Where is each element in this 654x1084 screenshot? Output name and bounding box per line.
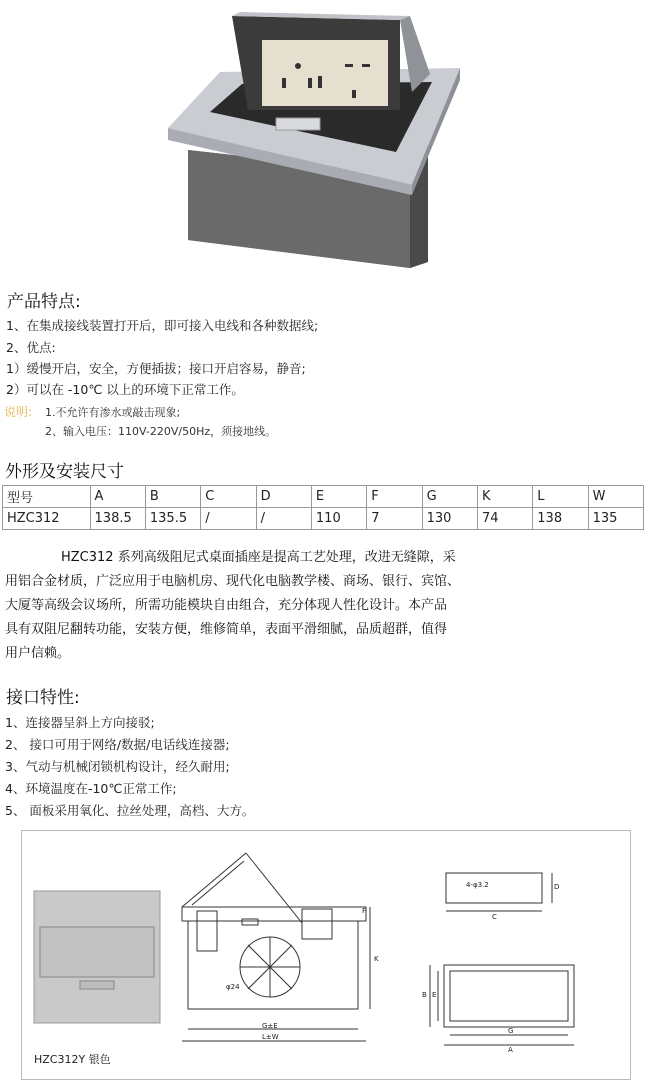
drawing-caption: HZC312Y 银色 (34, 1053, 111, 1066)
description-line-3: 大厦等高级会议场所，所需功能模块自由组合，充分体现人性化设计。本产品 (5, 598, 448, 613)
label-hole: 4-φ3.2 (466, 881, 489, 889)
interface-title: 接口特性: (6, 688, 80, 708)
label-k: K (374, 955, 379, 963)
table-cell: 130 (422, 508, 477, 530)
description-line-2: 用铝合金材质，广泛应用于电脑机房、现代化电脑教学楼、商场、银行、宾馆、 (5, 574, 461, 589)
label-lw: L±W (262, 1033, 279, 1041)
description-paragraph (5, 546, 645, 666)
header-cell: K (477, 486, 532, 508)
label-e: E (432, 991, 437, 999)
header-cell: C (201, 486, 256, 508)
header-cell: G (422, 486, 477, 508)
table-cell: / (256, 508, 311, 530)
panel-front-view (34, 891, 160, 1023)
interface-line-3: 3、气动与机械闭锁机构设计，经久耐用; (5, 759, 230, 774)
table-header-row (3, 486, 644, 508)
cutout-view (430, 965, 574, 1045)
feature-line-4: 2）可以在 -10℃ 以上的环境下正常工作。 (6, 382, 244, 397)
table-row (3, 508, 644, 530)
header-cell: 型号 (3, 486, 91, 508)
feature-line-1: 1、在集成接线装置打开后，即可接入电线和各种数据线; (6, 318, 319, 333)
header-cell: W (588, 486, 643, 508)
note-line-1: 1.不允许有渗水或敲击现象; (45, 406, 181, 419)
table-cell: 138 (533, 508, 588, 530)
table-cell: 110 (311, 508, 366, 530)
interface-line-2: 2、 接口可用于网络/数据/电话线连接器; (5, 737, 230, 752)
interface-line-4: 4、环境温度在-10℃正常工作; (5, 781, 177, 796)
interface-line-1: 1、连接器呈斜上方向接驳; (5, 715, 155, 730)
label-b: B (422, 991, 427, 999)
technical-drawing (21, 830, 631, 1080)
note-line-2: 2、输入电压：110V-220V/50Hz，须接地线。 (45, 425, 277, 438)
interface-line-5: 5、 面板采用氧化、拉丝处理，高档、大方。 (5, 803, 255, 818)
table-cell: 138.5 (90, 508, 145, 530)
side-view (446, 873, 552, 911)
table-cell: 74 (477, 508, 532, 530)
label-c: C (492, 913, 497, 921)
note-label: 说明: (4, 405, 33, 419)
header-cell: D (256, 486, 311, 508)
header-cell: L (533, 486, 588, 508)
section-view (182, 853, 370, 1041)
description-line-1: HZC312 系列高级阻尼式桌面插座是提高工艺处理，改进无缝隙，采 (61, 550, 456, 565)
table-cell: / (201, 508, 256, 530)
label-d: D (554, 883, 560, 891)
header-cell: E (311, 486, 366, 508)
table-cell: HZC312 (3, 508, 91, 530)
feature-line-3: 1）缓慢开启，安全，方便插拔；接口开启容易，静音; (6, 361, 306, 376)
header-cell: A (90, 486, 145, 508)
dimensions-table (2, 485, 644, 530)
description-line-4: 具有双阻尼翻转功能，安装方便，维修简单，表面平滑细腻，品质超群，值得 (5, 622, 448, 637)
table-cell: 135.5 (145, 508, 200, 530)
description-line-5: 用户信赖。 (5, 646, 71, 661)
header-cell: F (367, 486, 422, 508)
label-ge: G±E (262, 1022, 278, 1030)
feature-line-2: 2、优点: (6, 340, 56, 355)
table-cell: 135 (588, 508, 643, 530)
header-cell: B (145, 486, 200, 508)
dimensions-title: 外形及安装尺寸 (5, 462, 124, 482)
product-photo (160, 0, 460, 272)
features-title: 产品特点: (7, 292, 81, 312)
label-phi: φ24 (226, 983, 240, 991)
label-g: G (508, 1027, 514, 1035)
label-a: A (508, 1046, 513, 1054)
label-f: F (362, 907, 367, 915)
table-cell: 7 (367, 508, 422, 530)
